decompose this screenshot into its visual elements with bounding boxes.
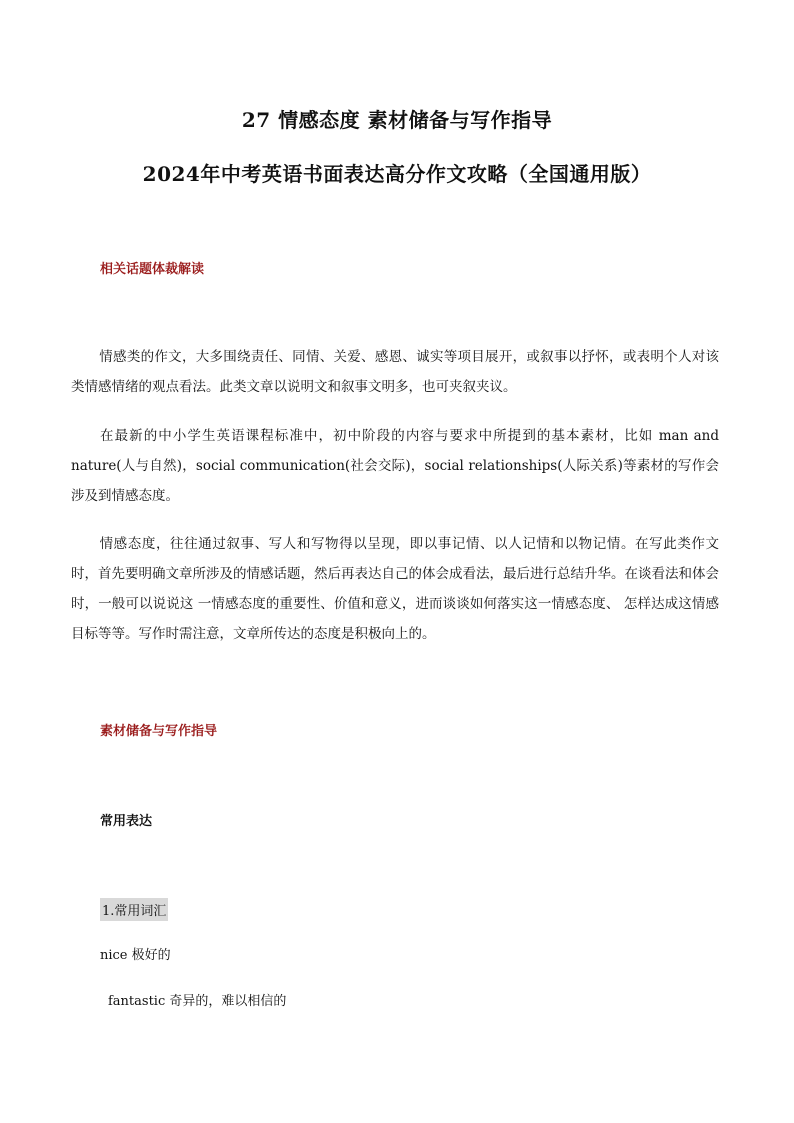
paragraph-3-text: 情感态度，往往通过叙事、写人和写物得以呈现，即以事记情、以人记情和以物记情。在写此类作文时，首先要明确文章所涉及的情感话题，然后再表达自己的体会成看法，最后进行总结升华。在谈看法和体会时，一般可以说说这 一情感态度的重要性、价值和意义，进而谈谈如何落实这一情感态度、 怎样达成这情感目标等等。写作时需注意，文章所传达的态度是积极向上的。 bbox=[71, 536, 719, 642]
paragraph-2-text: 在最新的中小学生英语课程标准中，初中阶段的内容与要求中所提到的基本素材，比如 man and nature(人与自然)，social communication(社会交际)，social relationships(人际关系)等素材的写作会涉及到情感态度。 bbox=[71, 428, 719, 504]
paragraph-2 bbox=[71, 421, 719, 511]
paragraph-1 bbox=[71, 342, 719, 402]
common-expressions-heading: 常用表达 bbox=[100, 814, 153, 829]
section-heading-material: 素材储备与写作指导 bbox=[100, 724, 218, 739]
vocab-item: fantastic 奇异的，难以相信的 bbox=[108, 994, 287, 1009]
vocab-item: nice 极好的 bbox=[100, 948, 171, 963]
document-subtitle: 2024年中考英语书面表达高分作文攻略（全国通用版） bbox=[142, 162, 652, 186]
paragraph-1-text: 情感类的作文，大多围绕责任、同情、关爱、感恩、诚实等项目展开，或叙事以抒怀，或表明个人对该类情感情绪的观点看法。此类文章以说明文和叙事文明多，也可夹叙夹议。 bbox=[71, 349, 719, 395]
paragraph-3 bbox=[71, 529, 719, 649]
section-heading-topic: 相关话题体裁解读 bbox=[100, 262, 205, 277]
document-title: 27 情感态度 素材储备与写作指导 bbox=[241, 108, 553, 132]
vocab-heading: 1.常用词汇 bbox=[100, 898, 168, 921]
